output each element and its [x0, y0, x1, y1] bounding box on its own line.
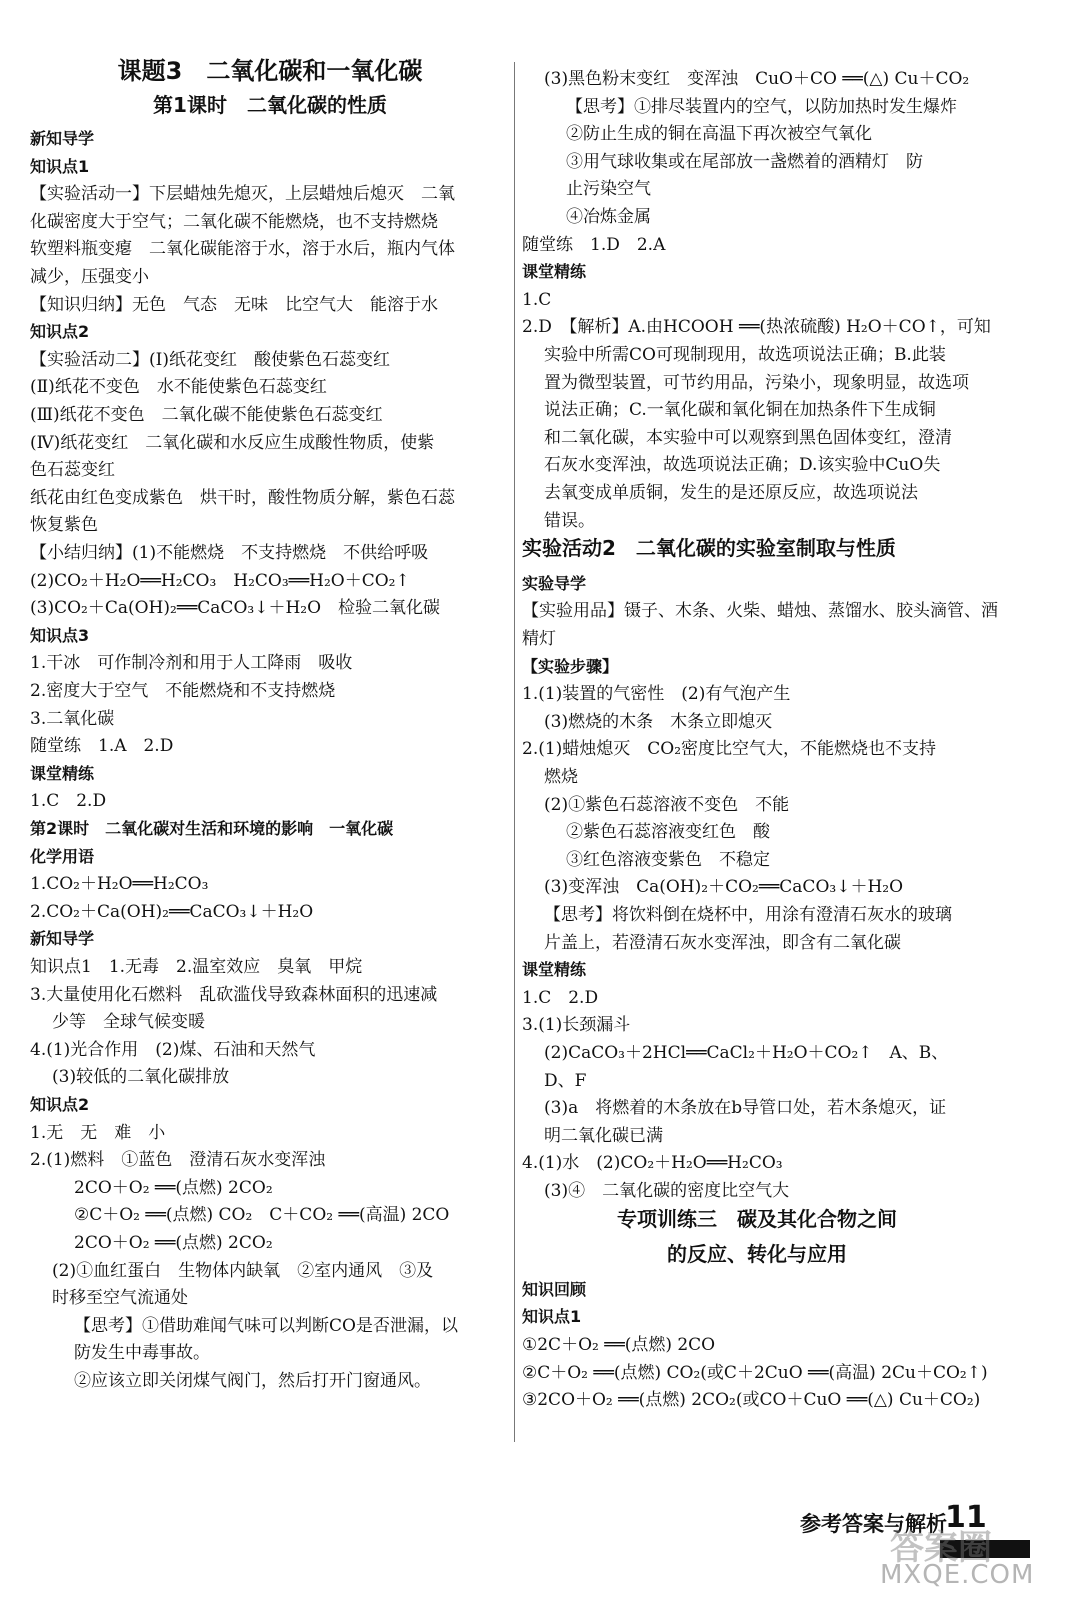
answer-line: 3.(1)长颈漏斗 [522, 1015, 631, 1036]
section-heading: 新知导学 [30, 929, 95, 949]
answer-line: 纸花由红色变成紫色 烘干时，酸性物质分解，紫色石蕊 [30, 487, 455, 508]
answer-line: (3)变浑浊 Ca(OH)₂＋CO₂══CaCO₃↓＋H₂O [544, 877, 904, 898]
section-heading: 知识点1 [522, 1307, 582, 1327]
section-heading: 化学用语 [30, 846, 95, 866]
answer-line: 【思考】将饮料倒在烧杯中，用涂有澄清石灰水的玻璃 [544, 905, 952, 925]
answer-line: 2.(1)燃料 ①蓝色 澄清石灰水变浑浊 [30, 1150, 326, 1171]
answer-line: (3)黑色粉末变红 变浑浊 CuO＋CO ══(△) Cu＋CO₂ [544, 69, 970, 89]
watermark-url: MXQE.COM [880, 1560, 1035, 1590]
answer-line: 4.(1)光合作用 (2)煤、石油和天然气 [30, 1039, 316, 1060]
page-number: 11 [945, 1500, 987, 1535]
answer-line: 1.C 2.D [522, 987, 599, 1008]
answer-line: 错误。 [544, 510, 595, 531]
answer-line: 精灯 [522, 629, 556, 649]
answer-line: (3)④ 二氧化碳的密度比空气大 [544, 1181, 790, 1201]
section-heading: 实验导学 [522, 573, 587, 593]
section-heading: 课堂精练 [522, 960, 587, 980]
answer-line: 石灰水变浑浊，故选项说法正确；D.该实验中CuO失 [544, 455, 941, 476]
answer-line: 2.CO₂＋Ca(OH)₂══CaCO₃↓＋H₂O [30, 901, 314, 922]
answer-line: 1.干冰 可作制冷剂和用于人工降雨 吸收 [30, 653, 353, 674]
answer-line: (2)①紫色石蕊溶液不变色 不能 [544, 794, 790, 815]
answer-line: 随堂练 1.D 2.A [522, 234, 666, 255]
answer-line: 3.大量使用化石燃料 乱砍滥伐导致森林面积的迅速减 [30, 984, 438, 1005]
answer-line: 实验中所需CO可现制现用，故选项说法正确；B.此装 [544, 345, 946, 365]
answer-line: ①2C＋O₂ ══(点燃) 2CO [522, 1335, 716, 1355]
answer-line: (2)CO₂＋H₂O══H₂CO₃ H₂CO₃══H₂O＋CO₂↑ [30, 570, 410, 591]
answer-line: ②C＋O₂ ══(点燃) CO₂(或C＋2CuO ══(高温) 2Cu＋CO₂↑) [522, 1362, 988, 1383]
answer-line: 燃烧 [544, 767, 578, 787]
column-divider [514, 62, 515, 1442]
answer-line: 【实验活动二】(Ⅰ)纸花变红 酸使紫色石蕊变红 [30, 349, 390, 370]
answer-line: 4.(1)水 (2)CO₂＋H₂O══H₂CO₃ [522, 1153, 783, 1174]
answer-line: 化碳密度大于空气；二氧化碳不能燃烧，也不支持燃烧 [30, 211, 438, 232]
answer-line: 2CO＋O₂ ══(点燃) 2CO₂ [74, 1233, 273, 1253]
answer-line: 【实验活动一】下层蜡烛先熄灭，上层蜡烛后熄灭 二氧 [30, 184, 455, 205]
answer-line: 知识点1 1.无毒 2.温室效应 臭氧 甲烷 [30, 957, 363, 977]
answer-line: 防发生中毒事故。 [74, 1343, 210, 1364]
answer-line: ②应该立即关闭煤气阀门，然后打开门窗通风。 [74, 1371, 431, 1391]
answer-line: 时移至空气流通处 [52, 1288, 188, 1309]
answer-line: 2.D 【解析】A.由HCOOH ══(热浓硫酸) H₂O＋CO↑，可知 [522, 317, 991, 338]
answer-line: 【思考】①借助难闻气味可以判断CO是否泄漏，以 [74, 1315, 458, 1336]
answer-line: (2)CaCO₃＋2HCl══CaCl₂＋H₂O＋CO₂↑ A、B、 [544, 1043, 949, 1063]
section-heading: 【实验步骤】 [522, 656, 619, 676]
section-heading: 知识点2 [30, 322, 90, 342]
answer-line: 2.密度大于空气 不能燃烧和不支持燃烧 [30, 681, 336, 701]
lesson-title: 课题3 二氧化碳和一氧化碳 [117, 57, 423, 85]
footer-label: 参考答案与解析 [800, 1512, 947, 1536]
answer-line: (3)a 将燃着的木条放在b导管口处，若木条熄灭，证 [544, 1098, 947, 1119]
answer-line: ③红色溶液变紫色 不稳定 [566, 849, 770, 870]
answer-line: 3.二氧化碳 [30, 708, 115, 729]
answer-line: ③用气球收集或在尾部放一盏燃着的酒精灯 防 [566, 151, 923, 172]
answer-line: 置为微型装置，可节约用品，污染小，现象明显，故选项 [544, 372, 969, 393]
section-heading: 知识点3 [30, 625, 90, 645]
answer-line: D、F [544, 1070, 587, 1091]
answer-line: 明二氧化碳已满 [544, 1125, 663, 1146]
answer-line: (2)①血红蛋白 生物体内缺氧 ②室内通风 ③及 [52, 1260, 434, 1281]
answer-line: 【小结归纳】(1)不能燃烧 不支持燃烧 不供给呼吸 [30, 543, 429, 563]
answer-line: (Ⅲ)纸花不变色 二氧化碳不能使紫色石蕊变红 [30, 405, 383, 425]
answer-line: (3)燃烧的木条 木条立即熄灭 [544, 711, 773, 732]
answer-line: 去氧变成单质铜，发生的是还原反应，故选项说法 [544, 483, 918, 503]
answer-line: 止污染空气 [566, 179, 651, 200]
section-heading: 第2课时 二氧化碳对生活和环境的影响 一氧化碳 [30, 819, 394, 838]
section-heading: 知识点2 [30, 1095, 90, 1114]
watermark-logo: 答案圈 [890, 1528, 992, 1568]
section-heading: 知识点1 [30, 156, 90, 176]
answer-line: 2.(1)蜡烛熄灭 CO₂密度比空气大，不能燃烧也不支持 [522, 739, 937, 760]
answer-line: 随堂练 1.A 2.D [30, 736, 174, 757]
answer-line: 1.(1)装置的气密性 (2)有气泡产生 [522, 684, 791, 705]
answer-line: 少等 全球气候变暖 [52, 1012, 205, 1033]
answer-line: ②防止生成的铜在高温下再次被空气氧化 [566, 124, 872, 145]
section-heading: 的反应、转化与应用 [667, 1242, 847, 1267]
section-heading: 专项训练三 碳及其化合物之间 [617, 1206, 897, 1231]
answer-line: 1.C 2.D [30, 791, 107, 812]
lesson-subtitle: 第1课时 二氧化碳的性质 [153, 93, 387, 117]
answer-line: ③2CO＋O₂ ══(点燃) 2CO₂(或CO＋CuO ══(△) Cu＋CO₂) [522, 1390, 981, 1411]
answer-line: 1.CO₂＋H₂O══H₂CO₃ [30, 874, 209, 895]
answer-line: 减少，压强变小 [30, 267, 149, 287]
answer-line: 2CO＋O₂ ══(点燃) 2CO₂ [74, 1177, 273, 1198]
answer-line: 1.无 无 难 小 [30, 1122, 166, 1143]
answer-line: (3)CO₂＋Ca(OH)₂══CaCO₃↓＋H₂O 检验二氧化碳 [30, 598, 441, 619]
section-heading: 课堂精练 [30, 763, 95, 783]
answer-line: 恢复紫色 [30, 515, 98, 536]
answer-line: ②C＋O₂ ══(点燃) CO₂ C＋CO₂ ══(高温) 2CO [74, 1205, 450, 1226]
answer-line: 【实验用品】镊子、木条、火柴、蜡烛、蒸馏水、胶头滴管、酒 [522, 601, 998, 622]
answer-line: 【思考】①排尽装置内的空气，以防加热时发生爆炸 [566, 96, 957, 117]
answer-line: ②紫色石蕊溶液变红色 酸 [566, 822, 770, 843]
answer-line: 色石蕊变红 [30, 460, 115, 481]
section-heading: 课堂精练 [522, 262, 587, 282]
answer-line: 1.C [522, 289, 552, 310]
section-heading: 实验活动2 二氧化碳的实验室制取与性质 [522, 536, 896, 561]
answer-line: (Ⅱ)纸花不变色 水不能使紫色石蕊变红 [30, 377, 327, 398]
answer-line: 【知识归纳】无色 气态 无味 比空气大 能溶于水 [30, 294, 438, 315]
section-heading: 知识回顾 [522, 1279, 587, 1299]
answer-line: 片盖上，若澄清石灰水变浑浊，即含有二氧化碳 [544, 932, 901, 953]
answer-line: (Ⅳ)纸花变红 二氧化碳和水反应生成酸性物质，使紫 [30, 432, 435, 453]
section-heading: 新知导学 [30, 129, 95, 148]
answer-line: 说法正确；C.一氧化碳和氧化铜在加热条件下生成铜 [544, 400, 936, 421]
answer-line: 和二氧化碳，本实验中可以观察到黑色固体变红，澄清 [544, 427, 952, 448]
answer-line: (3)较低的二氧化碳排放 [52, 1067, 230, 1088]
answer-line: 软塑料瓶变瘪 二氧化碳能溶于水，溶于水后，瓶内气体 [30, 239, 455, 260]
answer-line: ④冶炼金属 [566, 207, 651, 227]
